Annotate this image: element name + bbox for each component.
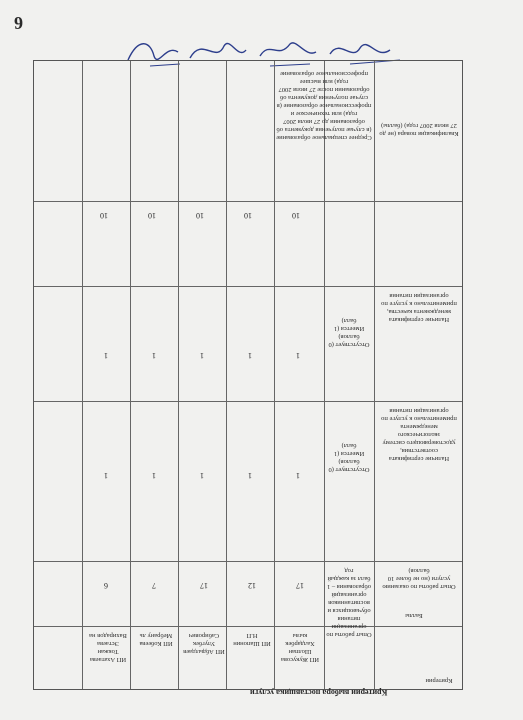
- supplier-name: ИП Кобеева Мебрану ль: [139, 632, 173, 647]
- score-cell: 10: [196, 211, 204, 220]
- score-cell: 1: [104, 471, 108, 480]
- score-cell: 1: [296, 351, 300, 360]
- score-cell: 6: [104, 581, 108, 590]
- score-cell: 12: [248, 581, 256, 590]
- criterion-description: Опыт работы по организации питания обучающихся и воспитанников организаций образования – 1 балл за каждый год: [326, 567, 372, 638]
- score-cell: 1: [152, 471, 156, 480]
- criterion-title: Опыт работы по оказанию услуги (но не более 10 баллов): [382, 567, 456, 590]
- score-cell: 10: [100, 211, 108, 220]
- score-cell: 1: [200, 351, 204, 360]
- supplier-name: ИП Шапонин Н.П: [233, 632, 271, 647]
- supplier-name: ИП Жукусова Шолпан Халдарбек кызы: [280, 632, 320, 663]
- supplier-name: ИП Ахатаева Токжан Эстаева Вахирадов на: [89, 632, 127, 663]
- score-cell: 1: [104, 351, 108, 360]
- criterion-title: Квалификация повара (не до 27 июля 2007 года) (баллы): [379, 122, 459, 137]
- document-footer-title: Критерии выбора поставщика услуги: [250, 688, 388, 697]
- criterion-title: Наличие сертификата соответствия, удостоверяющего систему экологического менеджмента применительно к услуге по организации питания: [381, 407, 457, 462]
- criterion-description: Отсутствует (0 баллов) Имеется (1 балл): [328, 317, 370, 348]
- score-cell: 10: [292, 211, 300, 220]
- criterion-title: Наличие сертификата менеджмента качества, применительно к услуге по организации питания: [381, 292, 457, 323]
- score-cell: 17: [296, 581, 304, 590]
- criterion-description: Отсутствует (0 баллов) Имеется (1 балл): [328, 442, 370, 473]
- score-cell: 10: [244, 211, 252, 220]
- score-cell: 1: [200, 471, 204, 480]
- score-cell: 1: [296, 471, 300, 480]
- criterion-description: Среднее специальное образование (в случае получения документа об образовании до 27 июля 2007 года) или техническое и профессиональное образование (в случае получения документа об образовании после 27 июля 2007 года) или высшее профессиональное образование: [276, 70, 372, 141]
- score-cell: 1: [248, 471, 252, 480]
- score-cell: 10: [148, 211, 156, 220]
- score-cell: 7: [152, 581, 156, 590]
- supplier-name: ИП Абдылдаев Улугбек Сабирович: [183, 632, 225, 655]
- header-criteria: Критерии: [425, 677, 453, 684]
- page-number: 6: [14, 13, 23, 33]
- score-cell: 1: [152, 351, 156, 360]
- score-cell: 17: [200, 581, 208, 590]
- criteria-table: [33, 60, 463, 690]
- score-cell: 1: [248, 351, 252, 360]
- header-points: Баллы: [405, 612, 423, 619]
